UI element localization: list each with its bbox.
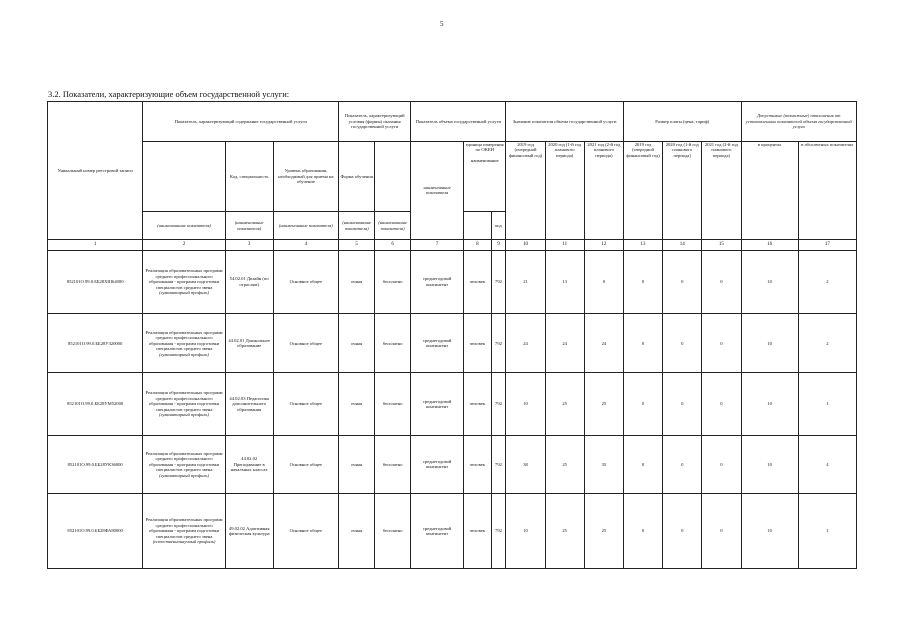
specialty: 44.02.03 Педагогика дополнительного образования <box>225 373 273 435</box>
fee-type: бесплатно <box>375 373 411 435</box>
column-number: 17 <box>798 240 856 250</box>
education-level: Основное общее <box>273 373 339 435</box>
header-deviation-group: Допустимые (возможные) отклонения от установленных показателей объема государственной услуги <box>741 102 857 142</box>
fee-2019: 0 <box>623 250 662 313</box>
fee-2021: 0 <box>702 373 741 435</box>
value-2019: 10 <box>506 494 545 569</box>
header-content-group: Показатель, характеризующий содержание государственной услуги <box>143 102 339 142</box>
column-number: 9 <box>491 240 506 250</box>
value-2020: 25 <box>545 435 584 493</box>
value-2021: 25 <box>584 494 623 569</box>
fee-2021: 0 <box>702 435 741 493</box>
table-row <box>48 314 857 373</box>
header-edu-form: Форма обучения <box>339 141 375 212</box>
unit-code: 792 <box>491 435 506 493</box>
deviation-absolute: 4 <box>798 435 856 493</box>
column-number: 8 <box>464 240 492 250</box>
content-note: (гуманитарный профиль) <box>159 290 210 296</box>
service-content <box>143 435 226 493</box>
fee-2020: 0 <box>663 373 702 435</box>
fee-2019: 0 <box>623 373 662 435</box>
registry-number: 852101О.99.0.ББ28ХШ64000 <box>48 250 143 313</box>
header-unit-name: наименование <box>470 158 499 164</box>
header-unit-name-cell <box>464 212 492 240</box>
value-2019: 10 <box>506 373 545 435</box>
content-note: (гуманитарный профиль) <box>159 351 210 357</box>
value-2019: 24 <box>506 314 545 373</box>
column-number: 1 <box>48 240 143 250</box>
page-number: 5 <box>440 20 444 28</box>
deviation-absolute: 2 <box>798 314 856 373</box>
header-unit <box>464 141 506 212</box>
indicator-name: среднегодовой контингент <box>411 314 464 373</box>
fee-2019: 0 <box>623 314 662 373</box>
column-number: 4 <box>273 240 339 250</box>
deviation-percent: 10 <box>741 314 798 373</box>
header-unit-label: единица измерения по ОКЕИ <box>465 141 504 153</box>
indicator-name: среднегодовой контингент <box>411 494 464 569</box>
header-sub-name: (наименование показателя) <box>375 212 411 240</box>
specialty: 44.02.01 Дошкольное образование <box>225 314 273 373</box>
specialty: 44.02.02 Преподавание в начальных классах <box>225 435 273 493</box>
service-content <box>143 250 226 313</box>
education-level: Основное общее <box>273 314 339 373</box>
fee-2020: 0 <box>663 435 702 493</box>
column-number: 15 <box>702 240 741 250</box>
specialty: 49.02.02 Адаптивная физическая культура <box>225 494 273 569</box>
header-2019: 2019 год (очередной финансовый год) <box>506 141 545 240</box>
education-form: очная <box>339 373 375 435</box>
header-registry-number: Уникальный номер реестровой записи <box>48 102 143 240</box>
registry-number: 852101О.99.0.ББ28ФА80000 <box>48 494 143 569</box>
header-value-group: Значение показателя объема государственной услуги <box>506 102 624 142</box>
service-content <box>143 494 226 569</box>
value-2021: 0 <box>584 250 623 313</box>
unit-code: 792 <box>491 314 506 373</box>
table-row <box>48 250 857 313</box>
table-row <box>48 494 857 569</box>
service-content <box>143 314 226 373</box>
registry-number: 852101О.99.0.ББ28УК36000 <box>48 435 143 493</box>
unit-name: человек <box>464 435 492 493</box>
deviation-percent: 10 <box>741 435 798 493</box>
education-form: очная <box>339 494 375 569</box>
header-fee-2019: 2019 год (очередной финансовый год) <box>623 141 662 240</box>
value-2019: 21 <box>506 250 545 313</box>
header-sub-name: (наименование показателя) <box>273 212 339 240</box>
section-title: 3.2. Показатели, характеризующие объем государственной услуги: <box>48 89 290 99</box>
content-text: Реализация образовательных программ среднего профессионального образования - программ подготовки специалистов среднего звена <box>145 517 223 539</box>
value-2019: 38 <box>506 435 545 493</box>
fee-type: бесплатно <box>375 250 411 313</box>
value-2020: 25 <box>545 373 584 435</box>
column-number: 7 <box>411 240 464 250</box>
deviation-percent: 10 <box>741 373 798 435</box>
fee-2020: 0 <box>663 250 702 313</box>
unit-code: 792 <box>491 373 506 435</box>
education-level: Основное общее <box>273 435 339 493</box>
fee-2020: 0 <box>663 494 702 569</box>
unit-name: человек <box>464 373 492 435</box>
fee-2020: 0 <box>663 314 702 373</box>
registry-number: 852101О.99.0.ББ28УЗ20000 <box>48 314 143 373</box>
header-in-absolute: в абсолютных показателях <box>798 141 856 240</box>
deviation-absolute: 1 <box>798 373 856 435</box>
unit-name: человек <box>464 494 492 569</box>
value-2021: 35 <box>584 435 623 493</box>
fee-2019: 0 <box>623 435 662 493</box>
header-blank <box>143 141 226 212</box>
education-form: очная <box>339 314 375 373</box>
content-text: Реализация образовательных программ среднего профессионального образования - программ подготовки специалистов среднего звена <box>145 450 223 473</box>
column-number: 12 <box>584 240 623 250</box>
header-fee-2020: 2020 год (1-й год планового периода) <box>663 141 702 240</box>
content-note: (естественнонаучный профиль) <box>152 539 216 545</box>
header-in-percent: в процентах <box>741 141 798 240</box>
education-form: очная <box>339 250 375 313</box>
header-sub-name: (наименование показателя) <box>143 212 226 240</box>
fee-type: бесплатно <box>375 435 411 493</box>
header-code-spec: Код, специальность <box>225 141 273 212</box>
table-row <box>48 435 857 493</box>
content-text: Реализация образовательных программ среднего профессионального образования - программ подготовки специалистов среднего звена <box>145 268 223 290</box>
header-sub-name: (наименование показателя) <box>225 212 273 240</box>
value-2021: 25 <box>584 373 623 435</box>
fee-2021: 0 <box>702 494 741 569</box>
fee-type: бесплатно <box>375 494 411 569</box>
header-fee-group: Размер платы (цена, тариф) <box>623 102 741 142</box>
content-note: (гуманитарный профиль) <box>159 412 210 418</box>
value-2021: 24 <box>584 314 623 373</box>
header-fee-2021: 2021 год (2-й год планового периода) <box>702 141 741 240</box>
unit-name: человек <box>464 250 492 313</box>
header-2021: 2021 год (2-й год планового периода) <box>584 141 623 240</box>
volume-indicators-table <box>47 101 857 569</box>
deviation-percent: 10 <box>741 250 798 313</box>
unit-code: 792 <box>491 250 506 313</box>
education-level: Основное общее <box>273 250 339 313</box>
deviation-absolute: 1 <box>798 494 856 569</box>
column-number: 14 <box>663 240 702 250</box>
value-2020: 13 <box>545 250 584 313</box>
column-number: 16 <box>741 240 798 250</box>
fee-type: бесплатно <box>375 314 411 373</box>
indicator-name: среднегодовой контингент <box>411 250 464 313</box>
header-edu-level: Уровень образования, необходимый для приема на обучение <box>273 141 339 212</box>
value-2020: 24 <box>545 314 584 373</box>
content-text: Реализация образовательных программ среднего профессионального образования - программ подготовки специалистов среднего звена <box>145 390 223 412</box>
content-note: (гуманитарный профиль) <box>159 472 210 478</box>
column-number: 3 <box>225 240 273 250</box>
content-text: Реализация образовательных программ среднего профессионального образования - программ подготовки специалистов среднего звена <box>145 329 223 352</box>
column-number: 11 <box>545 240 584 250</box>
header-indicator-name: наименование показателя <box>411 141 464 240</box>
header-unit-code: код <box>491 212 506 240</box>
education-form: очная <box>339 435 375 493</box>
unit-code: 792 <box>491 494 506 569</box>
registry-number: 852101О.99.0.ББ28УМ52000 <box>48 373 143 435</box>
specialty: 54.02.01 Дизайн (по отраслям) <box>225 250 273 313</box>
column-number: 10 <box>506 240 545 250</box>
header-volume-group: Показатель объема государственной услуги <box>411 102 506 142</box>
header-blank <box>375 141 411 212</box>
header-sub-name: (наименование показателя) <box>339 212 375 240</box>
deviation-absolute: 2 <box>798 250 856 313</box>
indicator-name: среднегодовой контингент <box>411 373 464 435</box>
column-number: 5 <box>339 240 375 250</box>
fee-2021: 0 <box>702 250 741 313</box>
column-number: 13 <box>623 240 662 250</box>
header-2020: 2020 год (1-й год планового периода) <box>545 141 584 240</box>
indicator-name: среднегодовой контингент <box>411 435 464 493</box>
deviation-percent: 10 <box>741 494 798 569</box>
header-conditions-group: Показатель, характеризующий условия (формы) оказания государственной услуги <box>339 102 411 142</box>
table-row <box>48 373 857 435</box>
fee-2019: 0 <box>623 494 662 569</box>
column-number: 6 <box>375 240 411 250</box>
education-level: Основное общее <box>273 494 339 569</box>
unit-name: человек <box>464 314 492 373</box>
fee-2021: 0 <box>702 314 741 373</box>
column-number: 2 <box>143 240 226 250</box>
service-content <box>143 373 226 435</box>
value-2020: 25 <box>545 494 584 569</box>
